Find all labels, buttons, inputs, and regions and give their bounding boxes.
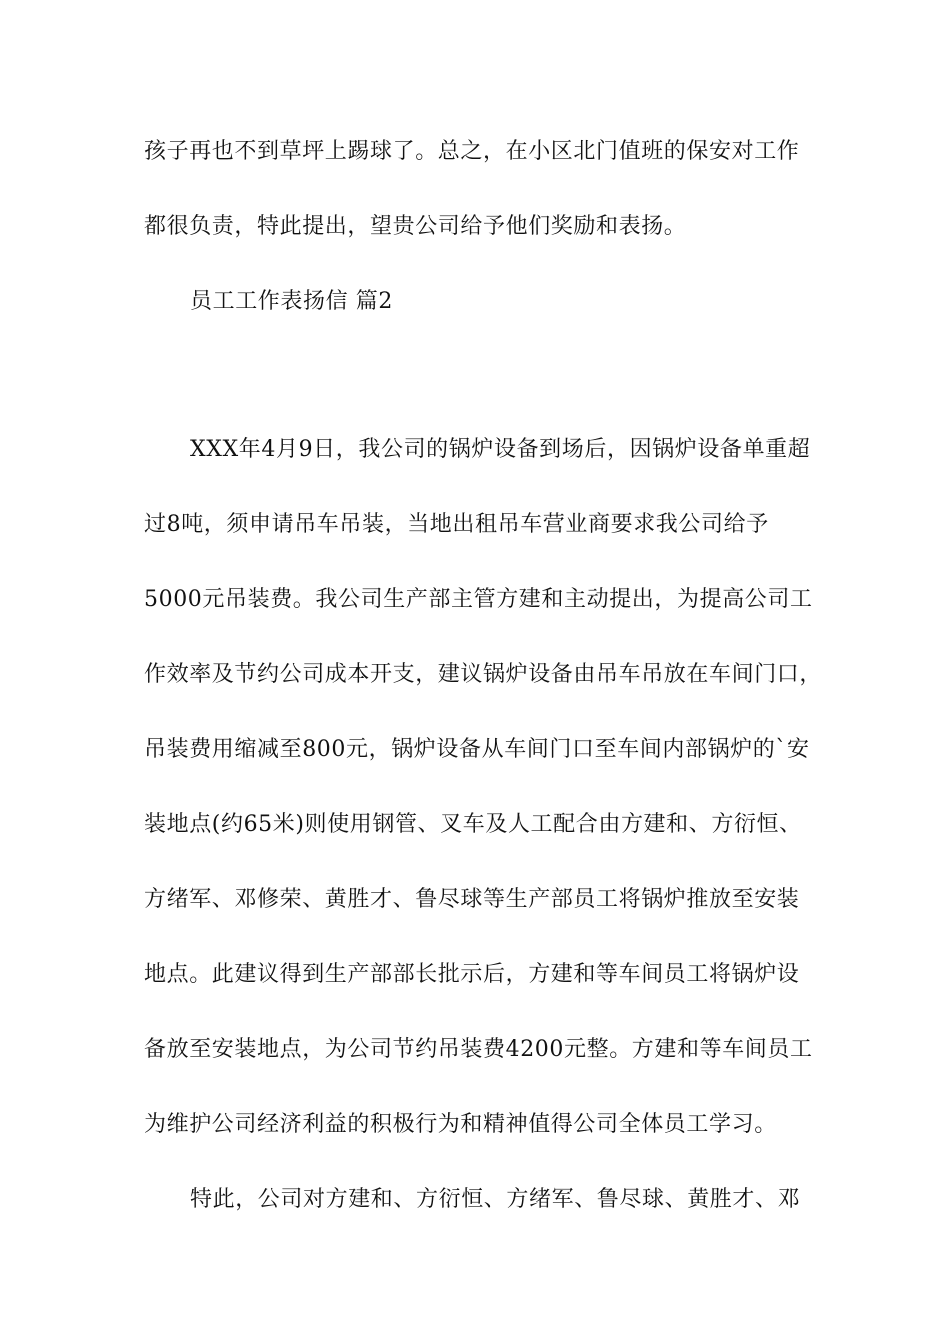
paragraph-line: XXX年4月9日，我公司的锅炉设备到场后，因锅炉设备单重超 [190,437,811,462]
paragraph-line: 吊装费用缩减至800元，锅炉设备从车间门口至车间内部锅炉的`安 [144,737,810,762]
paragraph-line: 作效率及节约公司成本开支，建议锅炉设备由吊车吊放在车间门口， [144,662,823,687]
paragraph-line: 为维护公司经济利益的积极行为和精神值得公司全体员工学习。 [144,1112,777,1137]
section-heading: 员工工作表扬信 篇2 [190,289,393,314]
paragraph-line: 都很负责，特此提出，望贵公司给予他们奖励和表扬。 [144,214,687,239]
paragraph-line: 地点。此建议得到生产部部长批示后，方建和等车间员工将锅炉设 [144,962,800,987]
paragraph-line: 特此，公司对方建和、方衍恒、方绪军、鲁尽球、黄胜才、邓 [190,1187,801,1212]
paragraph-line: 5000元吊装费。我公司生产部主管方建和主动提出，为提高公司工 [144,587,813,612]
paragraph-line: 备放至安装地点，为公司节约吊装费4200元整。方建和等车间员工 [144,1037,813,1062]
paragraph-line: 过8吨，须申请吊车吊装，当地出租吊车营业商要求我公司给予 [144,512,769,537]
paragraph-line: 方绪军、邓修荣、黄胜才、鲁尽球等生产部员工将锅炉推放至安装 [144,887,800,912]
paragraph-line: 孩子再也不到草坪上踢球了。总之，在小区北门值班的保安对工作 [144,139,800,164]
paragraph-line: 装地点(约65米)则使用钢管、叉车及人工配合由方建和、方衍恒、 [144,812,802,837]
